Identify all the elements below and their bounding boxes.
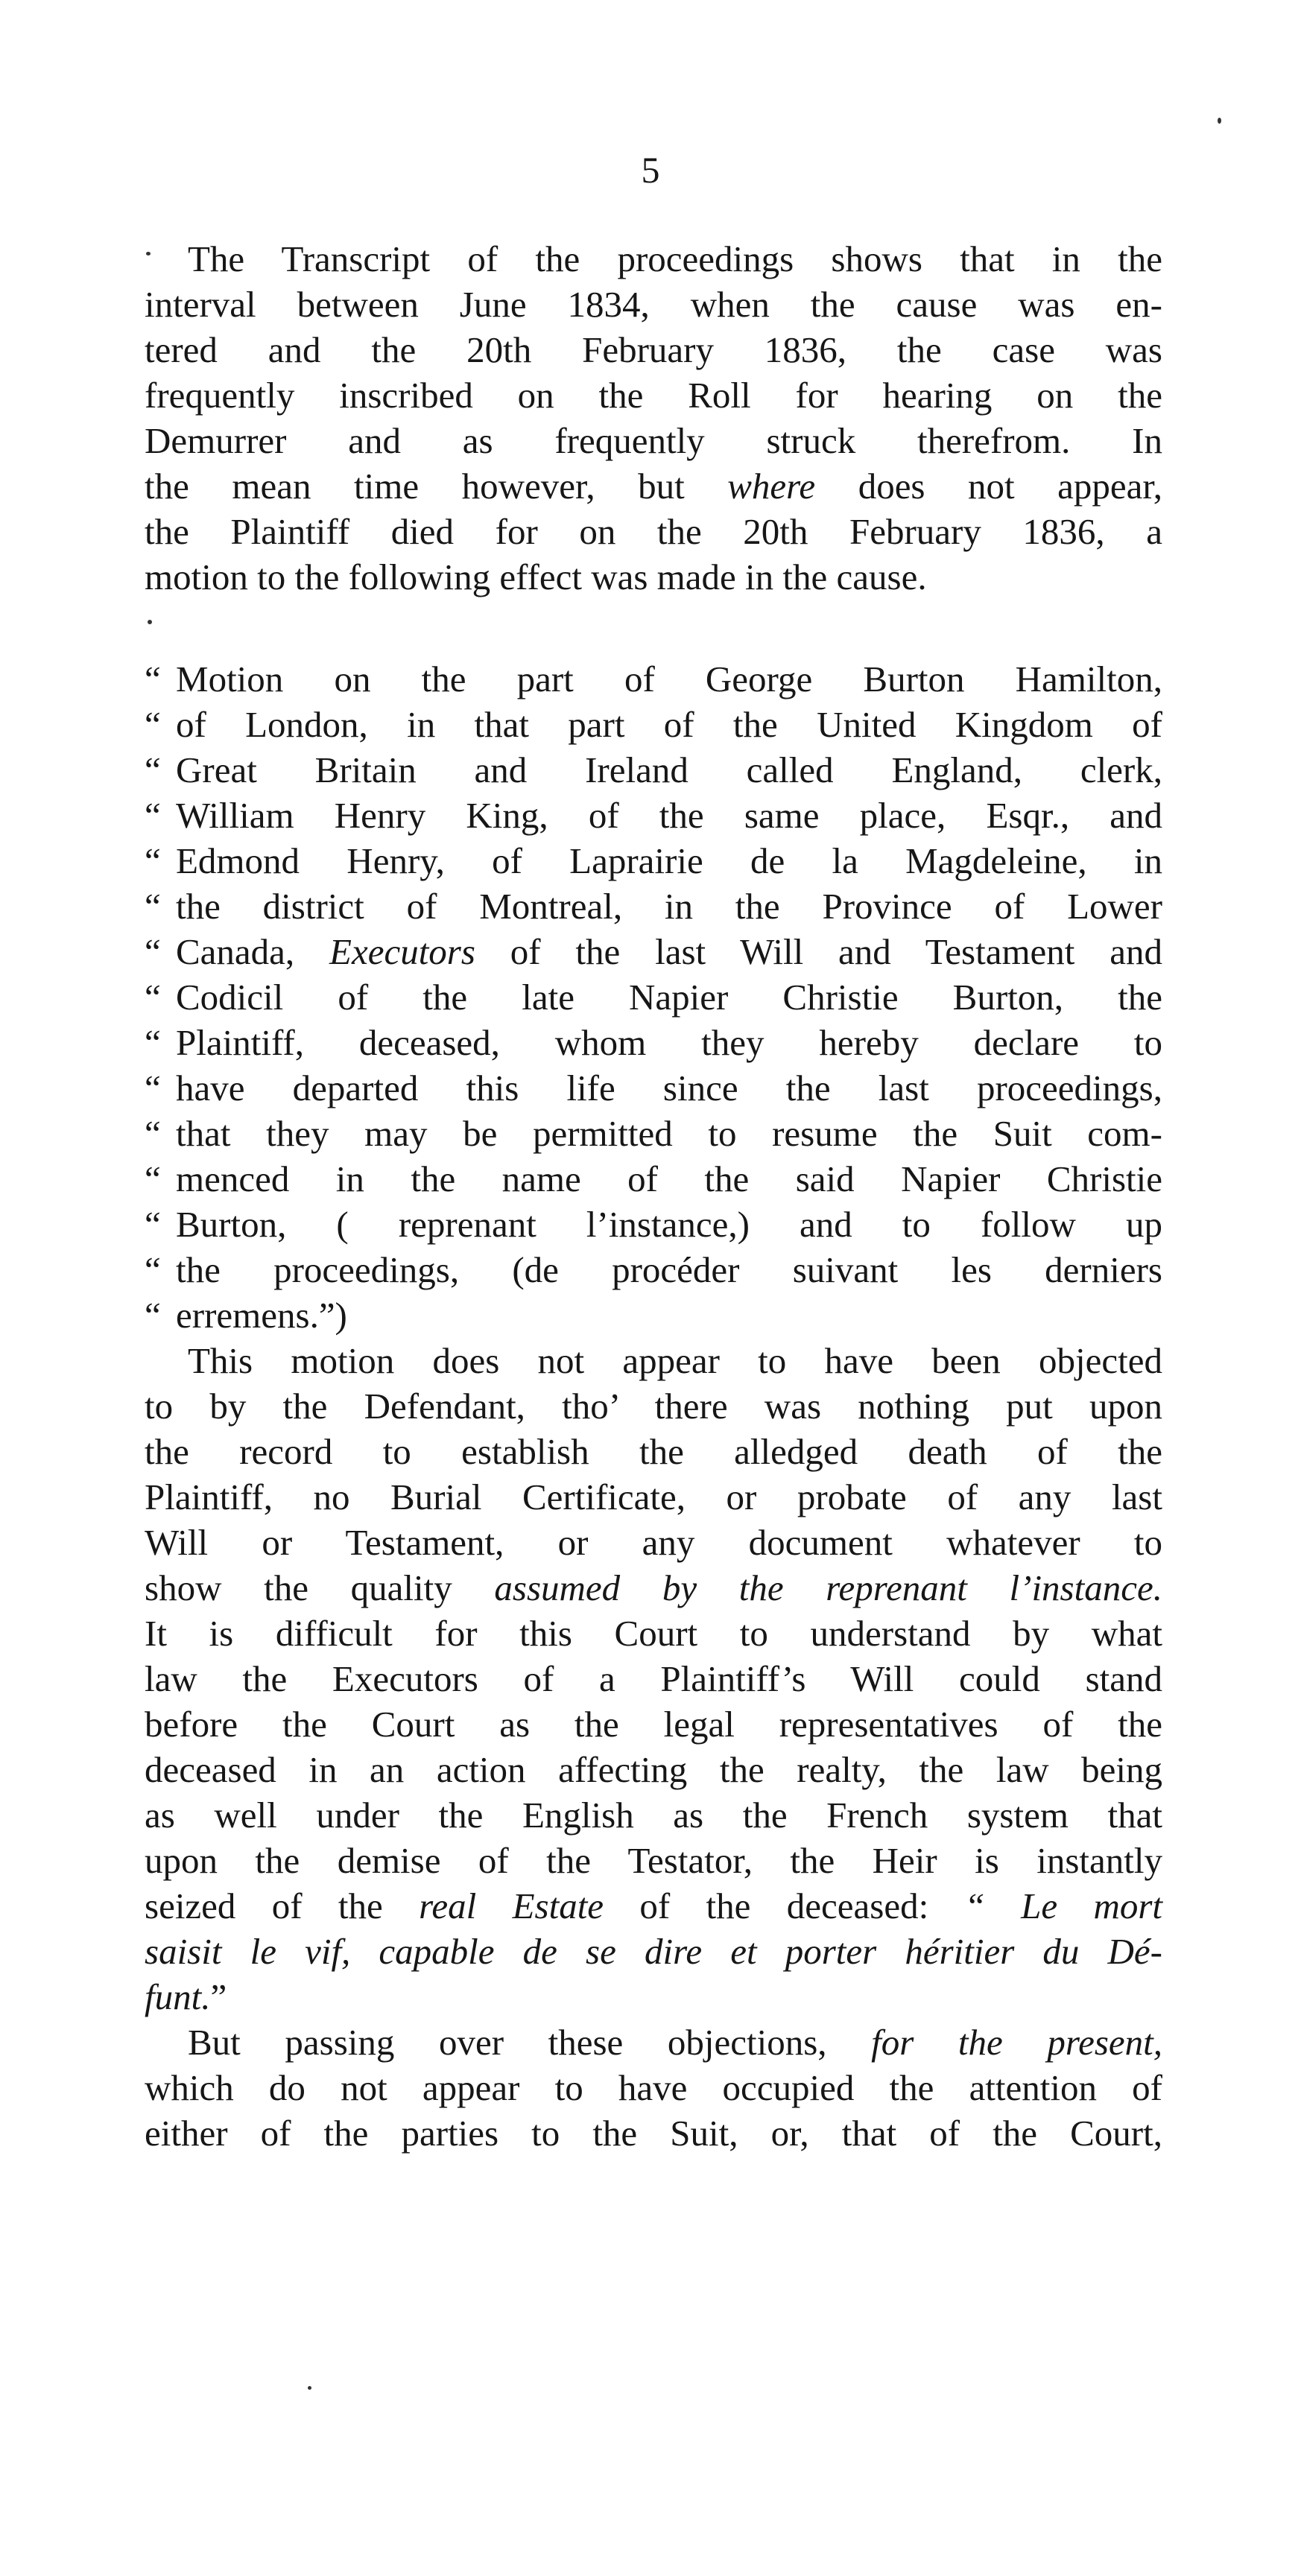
- italic-emphasis: saisit le vif, capable de se dire et porter héritier du Dé-: [145, 1931, 1162, 1972]
- quote-mark: “: [145, 1022, 161, 1063]
- quote-line: “ Great Britain and Ireland called England, clerk,: [145, 748, 1162, 793]
- text-line: Plaintiff, no Burial Certificate, or probate of any last: [145, 1476, 1162, 1517]
- quote-mark: “: [145, 704, 161, 745]
- text-line: the record to establish the alledged death of the: [145, 1431, 1162, 1472]
- quote-line: “ menced in the name of the said Napier Christie: [145, 1157, 1162, 1202]
- quote-line: “ erremens.”): [145, 1293, 1162, 1338]
- quote-line: “ William Henry King, of the same place, Esqr., and: [145, 793, 1162, 838]
- quote-mark: “: [145, 886, 161, 927]
- text-line: frequently inscribed on the Roll for hearing on the: [145, 375, 1162, 416]
- text-line: as well under the English as the French system that: [145, 1795, 1162, 1836]
- quote-line: “ Edmond Henry, of Laprairie de la Magdeleine, in: [145, 839, 1162, 883]
- quote-mark: “: [145, 1249, 161, 1290]
- quote-mark: “: [145, 977, 161, 1018]
- quote-mark: “: [145, 1113, 161, 1154]
- text-line: It is difficult for this Court to understand by what: [145, 1613, 1162, 1654]
- quote-line: “ have departed this life since the last proceedings,: [145, 1066, 1162, 1111]
- text-line: upon the demise of the Testator, the Heir is instantly: [145, 1840, 1162, 1881]
- italic-emphasis: assumed by the reprenant l’instance.: [494, 1567, 1162, 1608]
- text-line: But passing over these objections, for the present,: [188, 2022, 1163, 2063]
- italic-emphasis: “ Le mort: [964, 1885, 1163, 1926]
- text-line: funt.”: [145, 1976, 227, 2017]
- text-line: deceased in an action affecting the realty, the law being: [145, 1749, 1162, 1790]
- text-line: interval between June 1834, when the cause was en-: [145, 284, 1162, 325]
- print-speck: [148, 620, 152, 624]
- text-line: to by the Defendant, tho’ there was nothing put upon: [145, 1386, 1162, 1427]
- print-speck: [1218, 118, 1221, 124]
- print-speck: [308, 2386, 311, 2390]
- text-line: motion to the following effect was made in the cause.: [145, 556, 927, 597]
- quote-mark: “: [145, 931, 161, 972]
- quote-mark: “: [145, 1158, 161, 1199]
- text-line: show the quality assumed by the reprenant l’instance.: [145, 1567, 1162, 1608]
- quote-mark: “: [145, 840, 161, 881]
- page-number: 5: [641, 149, 660, 191]
- text-line: seized of the real Estate of the deceased: “ Le mort: [145, 1885, 1163, 1926]
- quote-line: “ the proceedings, (de procéder suivant les derniers: [145, 1248, 1162, 1292]
- text-line: This motion does not appear to have been objected: [188, 1340, 1162, 1381]
- text-line: law the Executors of a Plaintiff’s Will could stand: [145, 1658, 1162, 1699]
- quote-line: “ Codicil of the late Napier Christie Burton, the: [145, 975, 1162, 1020]
- text-line: which do not appear to have occupied the attention of: [145, 2067, 1162, 2108]
- quote-mark: “: [145, 795, 161, 836]
- quote-line: “ Plaintiff, deceased, whom they hereby declare to: [145, 1021, 1162, 1065]
- text-line: [145, 1929, 1162, 1974]
- quote-line: “ Canada, Executors of the last Will and Testament and: [145, 930, 1162, 974]
- text-line: before the Court as the legal representatives of the: [145, 1704, 1162, 1745]
- text-line: the mean time however, but where does not appear,: [145, 466, 1162, 507]
- quote-mark: “: [145, 659, 161, 699]
- text-line: Will or Testament, or any document whatever to: [145, 1522, 1162, 1563]
- quote-mark: “: [145, 1067, 161, 1108]
- italic-emphasis: for the present,: [871, 2022, 1163, 2063]
- italic-emphasis: where: [727, 466, 816, 507]
- quote-mark: “: [145, 749, 161, 790]
- italic-emphasis: funt.: [145, 1976, 211, 2017]
- text-line: either of the parties to the Suit, or, that of the Court,: [145, 2113, 1162, 2154]
- italic-emphasis: real Estate: [419, 1885, 604, 1926]
- italic-emphasis: Executors: [329, 931, 475, 972]
- quote-line: “ that they may be permitted to resume the Suit com-: [145, 1111, 1162, 1156]
- quote-mark: “: [145, 1204, 161, 1245]
- text-line: the Plaintiff died for on the 20th February 1836, a: [145, 511, 1162, 552]
- quote-mark: “: [145, 1295, 161, 1336]
- text-line: Demurrer and as frequently struck therefrom. In: [145, 420, 1162, 461]
- text-line: tered and the 20th February 1836, the case was: [145, 329, 1162, 370]
- text-line: The Transcript of the proceedings shows that in the: [188, 238, 1162, 279]
- quote-line: “ of London, in that part of the United Kingdom of: [145, 702, 1162, 747]
- quote-line: “ Burton, ( reprenant l’instance,) and to follow up: [145, 1202, 1162, 1247]
- quote-line: “ Motion on the part of George Burton Hamilton,: [145, 657, 1162, 702]
- quote-line: “ the district of Montreal, in the Province of Lower: [145, 884, 1162, 929]
